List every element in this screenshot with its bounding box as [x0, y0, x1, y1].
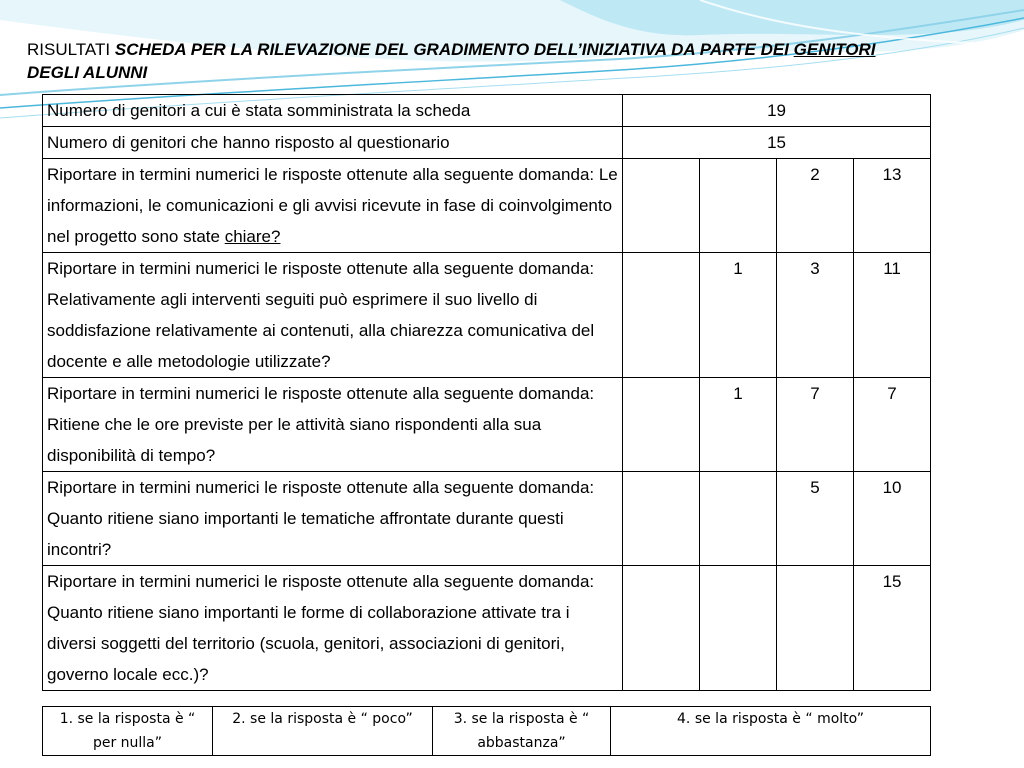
table-row — [43, 566, 931, 691]
value-cell: 13 — [854, 159, 931, 253]
value-cell: 3 — [777, 253, 854, 378]
value-cell: 2 — [777, 159, 854, 253]
question-cell: Numero di genitori a cui è stata somministrata la scheda — [43, 95, 623, 127]
legend-table — [42, 706, 931, 756]
legend-row — [43, 707, 931, 756]
value-cell: 5 — [777, 472, 854, 566]
title-main: SCHEDA PER LA RILEVAZIONE DEL GRADIMENTO DELL’INIZIATIVA DA PARTE DEI — [114, 40, 789, 59]
value-cell — [777, 566, 854, 691]
question-cell: Riportare in termini numerici le risposte ottenute alla seguente domanda: Quanto ritiene siano importanti le forme di collaborazione attivate tra i diversi soggetti del territorio (scuola, genitori, associazioni di genitori, governo locale ecc.)? — [43, 566, 623, 691]
value-cell — [623, 253, 700, 378]
table-row — [43, 378, 931, 472]
question-cell: Riportare in termini numerici le risposte ottenute alla seguente domanda: Relativamente agli interventi seguiti può esprimere il suo livello di soddisfazione relativamente ai contenuti, alla chiarezza comunicativa del docente e alle metodologie utilizzate? — [43, 253, 623, 378]
results-table — [42, 94, 931, 691]
value-cell: 15 — [623, 127, 931, 159]
value-cell: 7 — [854, 378, 931, 472]
value-cell — [623, 566, 700, 691]
question-cell: Riportare in termini numerici le risposte ottenute alla seguente domanda: Quanto ritiene siano importanti le tematiche affrontate durante questi incontri? — [43, 472, 623, 566]
value-cell — [700, 566, 777, 691]
value-cell — [623, 472, 700, 566]
table-row — [43, 159, 931, 253]
legend-item: 3. se la risposta è “ abbastanza” — [433, 707, 611, 756]
question-text: Riportare in termini numerici le risposte ottenute alla seguente domanda: Le informazioni, le comunicazioni e gli avvisi ricevute in fase di coinvolgimento nel progetto sono state — [47, 165, 618, 246]
legend-item: 1. se la risposta è “ per nulla” — [43, 707, 213, 756]
value-cell: 1 — [700, 378, 777, 472]
value-cell: 7 — [777, 378, 854, 472]
title-line2: DEGLI ALUNNI — [27, 63, 148, 82]
table-row — [43, 127, 931, 159]
value-cell — [623, 159, 700, 253]
value-cell — [700, 159, 777, 253]
title-prefix: RISULTATI — [27, 40, 111, 59]
value-cell — [700, 472, 777, 566]
value-cell: 10 — [854, 472, 931, 566]
value-cell: 15 — [854, 566, 931, 691]
title-underlined: GENITORI — [793, 40, 876, 59]
table-row — [43, 95, 931, 127]
table-row — [43, 253, 931, 378]
question-cell: Riportare in termini numerici le risposte ottenute alla seguente domanda: Ritiene che le ore previste per le attività siano rispondenti alla sua disponibilità di tempo? — [43, 378, 623, 472]
value-cell: 11 — [854, 253, 931, 378]
value-cell: 1 — [700, 253, 777, 378]
value-cell — [623, 378, 700, 472]
question-cell — [43, 159, 623, 253]
legend-item: 2. se la risposta è “ poco” — [213, 707, 433, 756]
value-cell: 19 — [623, 95, 931, 127]
table-row — [43, 472, 931, 566]
legend-item: 4. se la risposta è “ molto” — [611, 707, 931, 756]
slide-title — [27, 38, 967, 84]
question-underlined-text: chiare? — [224, 227, 281, 246]
question-cell: Numero di genitori che hanno risposto al questionario — [43, 127, 623, 159]
